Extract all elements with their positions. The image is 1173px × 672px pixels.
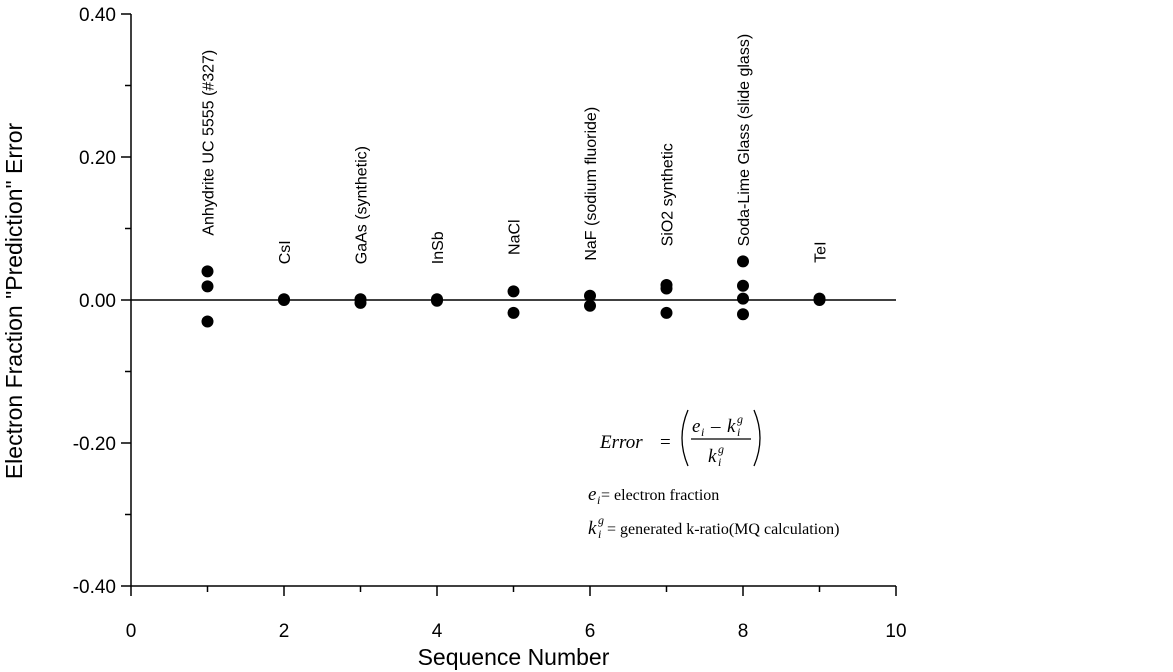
y-ticks xyxy=(73,5,131,598)
formula-error-lhs: Error xyxy=(600,432,643,453)
legend-line2-k-sup: g xyxy=(598,513,604,527)
data-point xyxy=(508,307,520,319)
formula-left-paren xyxy=(682,410,688,466)
data-point xyxy=(202,280,214,292)
category-label: CsI xyxy=(277,240,294,265)
formula-den-k: k xyxy=(708,446,717,467)
category-label: NaF (sodium fluoride) xyxy=(583,106,600,261)
formula-den-k-sub: i xyxy=(718,455,722,469)
data-point xyxy=(814,294,826,306)
formula-num-k-sup: g xyxy=(737,412,743,426)
x-ticks xyxy=(126,586,907,642)
category-labels xyxy=(201,34,830,264)
x-tick-label: 4 xyxy=(431,621,443,642)
legend-line2-text: = generated k-ratio(MQ calculation) xyxy=(607,521,840,538)
data-point xyxy=(508,285,520,297)
formula-num-k-sub: i xyxy=(737,425,741,439)
category-label: GaAs (synthetic) xyxy=(353,145,371,265)
x-tick-label: 2 xyxy=(278,621,290,642)
data-point xyxy=(737,255,749,267)
data-point xyxy=(431,295,443,307)
y-axis-title: Electron Fraction "Prediction" Error xyxy=(1,122,27,480)
data-point xyxy=(202,265,214,277)
data-point xyxy=(737,293,749,305)
legend-line1-text: = electron fraction xyxy=(601,487,720,504)
data-point xyxy=(355,297,367,309)
data-point xyxy=(737,280,749,292)
y-tick-label: 0.00 xyxy=(79,291,116,312)
legend-line2-k-sub: i xyxy=(598,527,602,541)
x-tick-label: 0 xyxy=(125,621,137,642)
category-label: NaCl xyxy=(506,219,524,255)
data-point xyxy=(278,294,290,306)
category-label: InSb xyxy=(430,231,447,265)
legend-line2-k: k xyxy=(588,518,597,539)
axes xyxy=(131,14,896,586)
category-label: Anhydrite UC 5555 (#327) xyxy=(200,49,218,236)
y-tick-label: -0.20 xyxy=(72,434,116,455)
x-tick-label: 10 xyxy=(885,621,907,642)
y-tick-label: -0.40 xyxy=(72,577,116,598)
category-label: TeI xyxy=(812,241,830,263)
legend-line1-e: e xyxy=(588,484,597,505)
formula-num-e: e xyxy=(692,416,701,437)
category-label: Soda-Lime Glass (slide glass) xyxy=(736,33,753,247)
data-point xyxy=(661,283,673,295)
formula-right-paren xyxy=(754,410,760,466)
y-tick-label: 0.40 xyxy=(79,5,116,26)
formula-equals: = xyxy=(660,432,671,453)
x-tick-label: 6 xyxy=(584,621,596,642)
formula-num-e-sub: i xyxy=(701,425,705,439)
data-points xyxy=(202,255,826,327)
formula-den-k-sup: g xyxy=(718,442,724,456)
formula-num-k: k xyxy=(727,416,736,437)
data-point xyxy=(202,315,214,327)
legend-line1-e-sub: i xyxy=(597,493,601,507)
x-axis-title: Sequence Number xyxy=(417,644,610,670)
x-tick-label: 8 xyxy=(737,621,749,642)
error-formula xyxy=(588,410,839,541)
data-point xyxy=(584,300,596,312)
data-point xyxy=(661,307,673,319)
y-tick-label: 0.20 xyxy=(79,148,116,169)
formula-num-minus: – xyxy=(711,416,721,437)
category-label: SiO2 synthetic xyxy=(659,143,677,247)
data-point xyxy=(737,308,749,320)
